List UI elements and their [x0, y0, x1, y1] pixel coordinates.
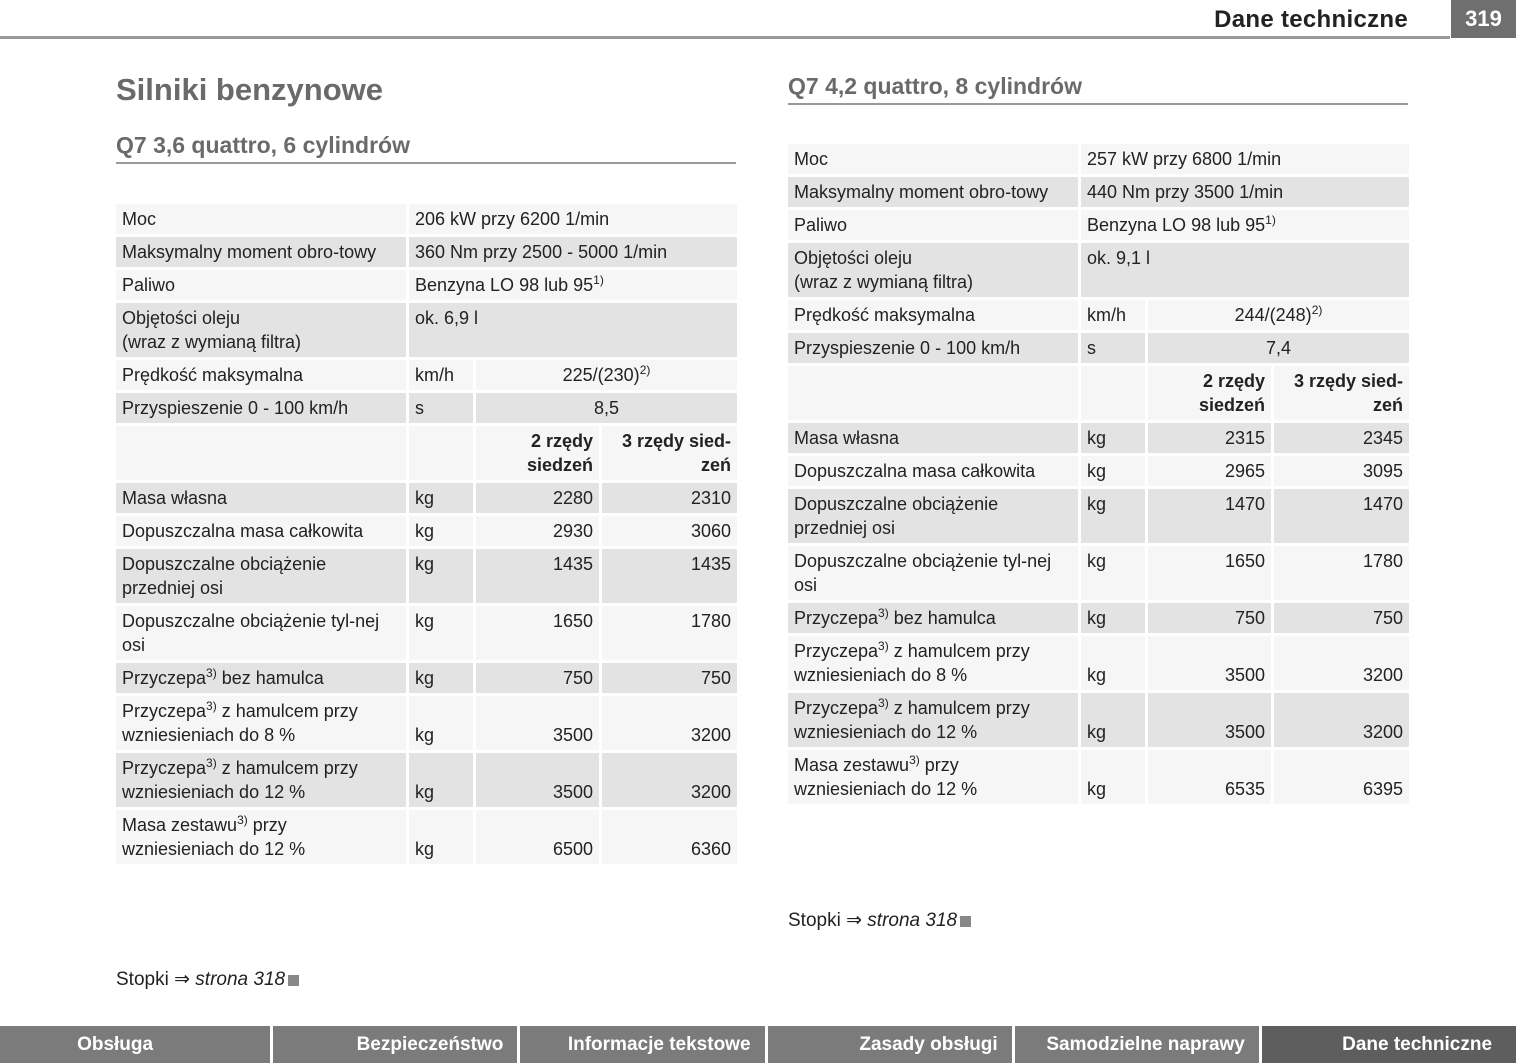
header-rule — [0, 36, 1450, 39]
section-title: Silniki benzynowe — [116, 72, 383, 107]
end-square-icon — [288, 975, 299, 986]
table-row: Przyspieszenie 0 - 100 km/h s 8,5 — [116, 393, 737, 423]
table-row: Dopuszczalna masa całkowita kg 2930 3060 — [116, 516, 737, 546]
left-footnote: Stopki ⇒ strona 318 — [116, 968, 299, 991]
right-footnote: Stopki ⇒ strona 318 — [788, 909, 971, 932]
table-row: Dopuszczalne obciążenie przedniej osi kg 1435 1435 — [116, 549, 737, 603]
left-spec-table — [116, 201, 737, 867]
table-row: 2 rzędy siedzeń 3 rzędy sied-zeń — [788, 366, 1409, 420]
table-row: Maksymalny moment obro-towy 360 Nm przy 2500 - 5000 1/min — [116, 237, 737, 267]
right-spec-table — [788, 141, 1409, 807]
table-row: Masa własna kg 2280 2310 — [116, 483, 737, 513]
footnote-link[interactable]: strona 318 — [195, 969, 286, 990]
table-row: Maksymalny moment obro-towy 440 Nm przy 3500 1/min — [788, 177, 1409, 207]
table-row: Prędkość maksymalna km/h $225/(230)^{2)}$ — [116, 360, 737, 390]
table-row: Przyczepa$^{3)}$ bez hamulca kg 750 750 — [116, 663, 737, 693]
table-row: Masa zestawu$^{3)}$ przy wzniesieniach do 12 % kg 6500 6360 — [116, 810, 737, 864]
header-title: Dane techniczne — [1214, 6, 1408, 33]
table-row: 2 rzędy siedzeń 3 rzędy sied-zeń — [116, 426, 737, 480]
table-row: Objętości oleju (wraz z wymianą filtra) ok. 6,9 l — [116, 303, 737, 357]
table-row: Dopuszczalne obciążenie tyl-nej osi kg 1650 1780 — [788, 546, 1409, 600]
left-engine-title: Q7 3,6 quattro, 6 cylindrów — [116, 132, 736, 164]
table-row: Prędkość maksymalna km/h $244/(248)^{2)}$ — [788, 300, 1409, 330]
right-engine-title: Q7 4,2 quattro, 8 cylindrów — [788, 73, 1408, 105]
end-square-icon — [960, 916, 971, 927]
page-number: 319 — [1451, 0, 1516, 38]
table-row: Dopuszczalne obciążenie tyl-nej osi kg 1650 1780 — [116, 606, 737, 660]
table-row: Przyczepa$^{3)}$ z hamulcem przy wzniesieniach do 12 % kg 3500 3200 — [116, 753, 737, 807]
tab-informacje-tekstowe[interactable]: Informacje tekstowe — [520, 1026, 767, 1063]
table-row: Dopuszczalne obciążenie przedniej osi kg 1470 1470 — [788, 489, 1409, 543]
table-row: Masa własna kg 2315 2345 — [788, 423, 1409, 453]
table-row: Objętości oleju (wraz z wymianą filtra) ok. 9,1 l — [788, 243, 1409, 297]
table-row: Paliwo Benzyna LO 98 lub 95$^{1)}$ — [788, 210, 1409, 240]
table-row: Masa zestawu$^{3)}$ przy wzniesieniach do 12 % kg 6535 6395 — [788, 750, 1409, 804]
tab-samodzielne-naprawy[interactable]: Samodzielne naprawy — [1015, 1026, 1262, 1063]
table-row: Moc 206 kW przy 6200 1/min — [116, 204, 737, 234]
chapter-tabs — [0, 1026, 1516, 1063]
table-row: Moc 257 kW przy 6800 1/min — [788, 144, 1409, 174]
table-row: Przyspieszenie 0 - 100 km/h s 7,4 — [788, 333, 1409, 363]
footnote-link[interactable]: strona 318 — [867, 910, 958, 931]
table-row: Paliwo Benzyna LO 98 lub 95$^{1)}$ — [116, 270, 737, 300]
table-row: Przyczepa$^{3)}$ z hamulcem przy wzniesieniach do 8 % kg 3500 3200 — [788, 636, 1409, 690]
tab-zasady-obslugi[interactable]: Zasady obsługi — [768, 1026, 1015, 1063]
tab-bezpieczenstwo[interactable]: Bezpieczeństwo — [273, 1026, 520, 1063]
table-row: Przyczepa$^{3)}$ z hamulcem przy wzniesieniach do 8 % kg 3500 3200 — [116, 696, 737, 750]
table-row: Dopuszczalna masa całkowita kg 2965 3095 — [788, 456, 1409, 486]
table-row: Przyczepa$^{3)}$ bez hamulca kg 750 750 — [788, 603, 1409, 633]
table-row: Przyczepa$^{3)}$ z hamulcem przy wzniesieniach do 12 % kg 3500 3200 — [788, 693, 1409, 747]
tab-obsluga[interactable]: Obsługa — [0, 1026, 273, 1063]
tab-dane-techniczne[interactable]: Dane techniczne — [1262, 1026, 1516, 1063]
